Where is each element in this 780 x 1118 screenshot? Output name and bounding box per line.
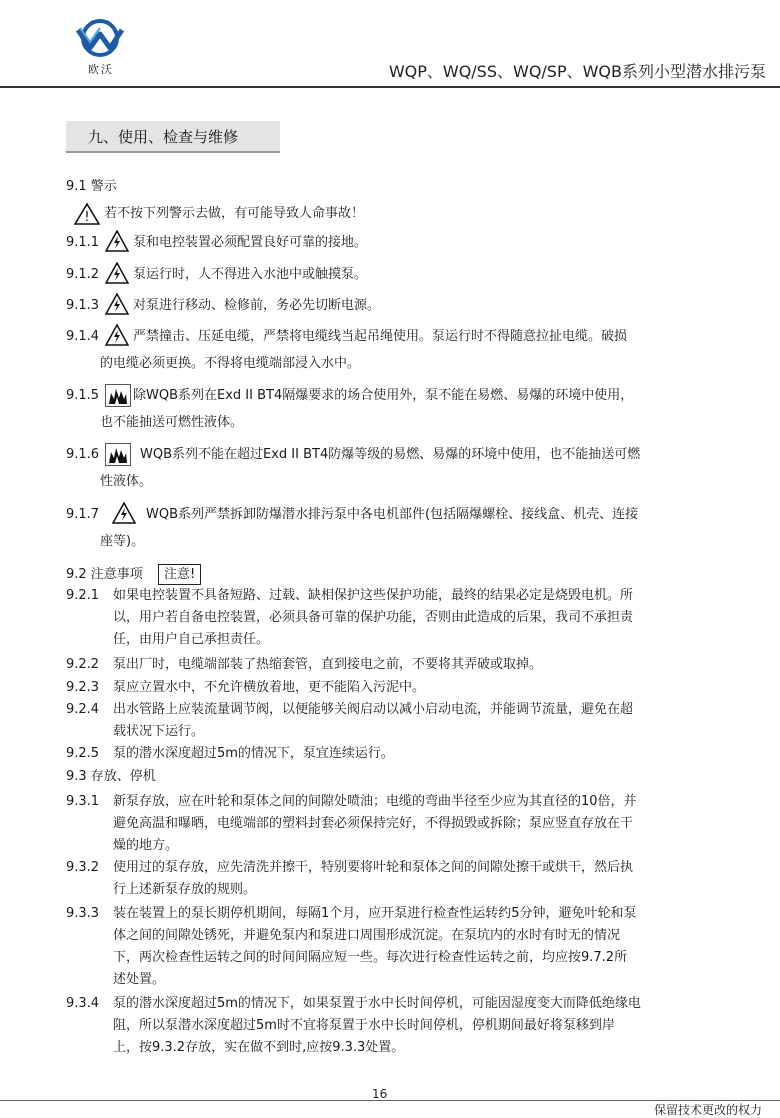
note-badge: 注意! (158, 564, 201, 585)
section-title: 九、使用、检查与维修 (88, 128, 239, 146)
item-text: 任，由用户自己承担责任。 (113, 632, 270, 647)
header-divider (0, 86, 780, 88)
item-number: 9.1.5 (66, 388, 100, 403)
electric-hazard-icon (112, 502, 136, 524)
item-number: 9.1.3 (66, 298, 100, 313)
item-text: 泵出厂时，电缆端部装了热缩套管，直到接电之前，不要将其弄破或取掉。 (113, 657, 543, 672)
section-heading-box (66, 121, 280, 153)
item-text: 除WQB系列在Exd II BT4隔爆要求的场合使用外，泵不能在易燃、易爆的环境中使用， (133, 388, 634, 403)
page-number: 16 (372, 1087, 388, 1101)
item-text: 下，两次检查性运转之间的时间间隔应短一些。每次进行检查性运转之前，均应按9.7.2所 (113, 950, 628, 965)
item-text: 以，用户若自备电控装置，必须具备可靠的保护功能，否则由此造成的后果，我司不承担责 (113, 610, 634, 625)
item-number: 9.3.2 (66, 860, 100, 875)
item-text: 也不能抽送可燃性液体。 (100, 415, 244, 430)
item-text: 如果电控装置不具备短路、过载、缺相保护这些保护功能，最终的结果必定是烧毁电机。所 (113, 588, 634, 603)
logo-text: 欧沃 (88, 63, 114, 76)
flammable-hazard-icon (105, 443, 131, 466)
item-text: 严禁撞击、压延电缆，严禁将电缆线当起吊绳使用。泵运行时不得随意拉扯电缆。破损 (133, 329, 628, 344)
item-text: 新泵存放，应在叶轮和泵体之间的间隙处喷油；电缆的弯曲半径至少应为其直径的10倍，并 (113, 794, 637, 809)
item-text: 阻，所以泵潜水深度超过5m时不宜将泵置于水中长时间停机，停机期间最好将泵移到岸 (113, 1018, 615, 1033)
svg-text:!: ! (84, 210, 90, 225)
subsection-9-1-heading: 9.1 警示 (66, 179, 117, 194)
subsection-9-2-heading: 9.2 注意事项 (66, 567, 143, 582)
item-text: 的电缆必须更换。不得将电缆端部浸入水中。 (100, 356, 361, 371)
item-number: 9.2.3 (66, 680, 100, 695)
company-logo (74, 18, 126, 58)
electric-hazard-icon (105, 230, 129, 252)
footer-note: 保留技术更改的权力 (653, 1103, 762, 1117)
item-text: 出水管路上应装流量调节阀，以便能够关阀启动以减小启动电流，并能调节流量，避免在超 (113, 702, 634, 717)
item-text: 上，按9.3.2存放，实在做不到时,应按9.3.3处置。 (113, 1040, 405, 1055)
item-text: 泵的潜水深度超过5m的情况下，如果泵置于水中长时间停机，可能因湿度变大而降低绝缘电 (113, 996, 641, 1011)
subsection-9-3-heading: 9.3 存放、停机 (66, 769, 156, 784)
warning-triangle-icon (74, 202, 100, 226)
electric-hazard-icon (105, 262, 129, 284)
item-number: 9.2.2 (66, 657, 100, 672)
item-text: WQB系列不能在超过Exd II BT4防爆等级的易燃、易爆的环境中使用，也不能抽送可燃 (140, 447, 641, 462)
item-text: 述处置。 (113, 972, 166, 987)
document-header-title: WQP、WQ/SS、WQ/SP、WQB系列小型潜水排污泵 (388, 62, 766, 81)
item-number: 9.1.4 (66, 329, 100, 344)
item-number: 9.3.1 (66, 794, 100, 809)
item-text: 燥的地方。 (113, 838, 179, 853)
electric-hazard-icon (105, 324, 129, 346)
item-number: 9.1.1 (66, 235, 100, 250)
item-text: WQB系列严禁拆卸防爆潜水排污泵中各电机部件(包括隔爆螺栓、接线盒、机壳、连接 (146, 507, 639, 522)
item-text: 座等)。 (100, 534, 145, 549)
item-text: 泵运行时，人不得进入水池中或触摸泵。 (133, 267, 368, 282)
item-text: 泵和电控装置必须配置良好可靠的接地。 (133, 235, 368, 250)
item-text: 避免高温和曝晒，电缆端部的塑料封套必须保持完好，不得损毁或拆除；泵应竖直存放在干 (113, 816, 634, 831)
item-text: 体之间的间隙处锈死，并避免泵内和泵进口周围形成沉淀。在泵坑内的水时有时无的情况 (113, 928, 621, 943)
item-number: 9.1.2 (66, 267, 100, 282)
item-text: 对泵进行移动、检修前，务必先切断电源。 (133, 298, 381, 313)
item-number: 9.2.1 (66, 588, 100, 603)
item-number: 9.2.5 (66, 746, 100, 761)
item-text: 使用过的泵存放，应先清洗并擦干，特别要将叶轮和泵体之间的间隙处擦干或烘干，然后执 (113, 860, 634, 875)
flammable-hazard-icon (105, 384, 131, 407)
electric-hazard-icon (105, 293, 129, 315)
item-number: 9.2.4 (66, 702, 100, 717)
item-text: 泵应立置水中，不允许横放着地，更不能陷入污泥中。 (113, 680, 426, 695)
item-number: 9.3.4 (66, 996, 100, 1011)
warning-intro: 若不按下列警示去做，有可能导致人命事故！ (104, 206, 365, 221)
item-text: 载状况下运行。 (113, 724, 205, 739)
item-text: 性液体。 (100, 474, 153, 489)
item-number: 9.3.3 (66, 906, 100, 921)
item-number: 9.1.7 (66, 507, 100, 522)
item-text: 泵的潜水深度超过5m的情况下，泵宜连续运行。 (113, 746, 394, 761)
item-text: 行上述新泵存放的规则。 (113, 882, 257, 897)
item-number: 9.1.6 (66, 447, 100, 462)
item-text: 装在装置上的泵长期停机期间，每隔1个月，应开泵进行检查性运转约5分钟，避免叶轮和泵 (113, 906, 637, 921)
